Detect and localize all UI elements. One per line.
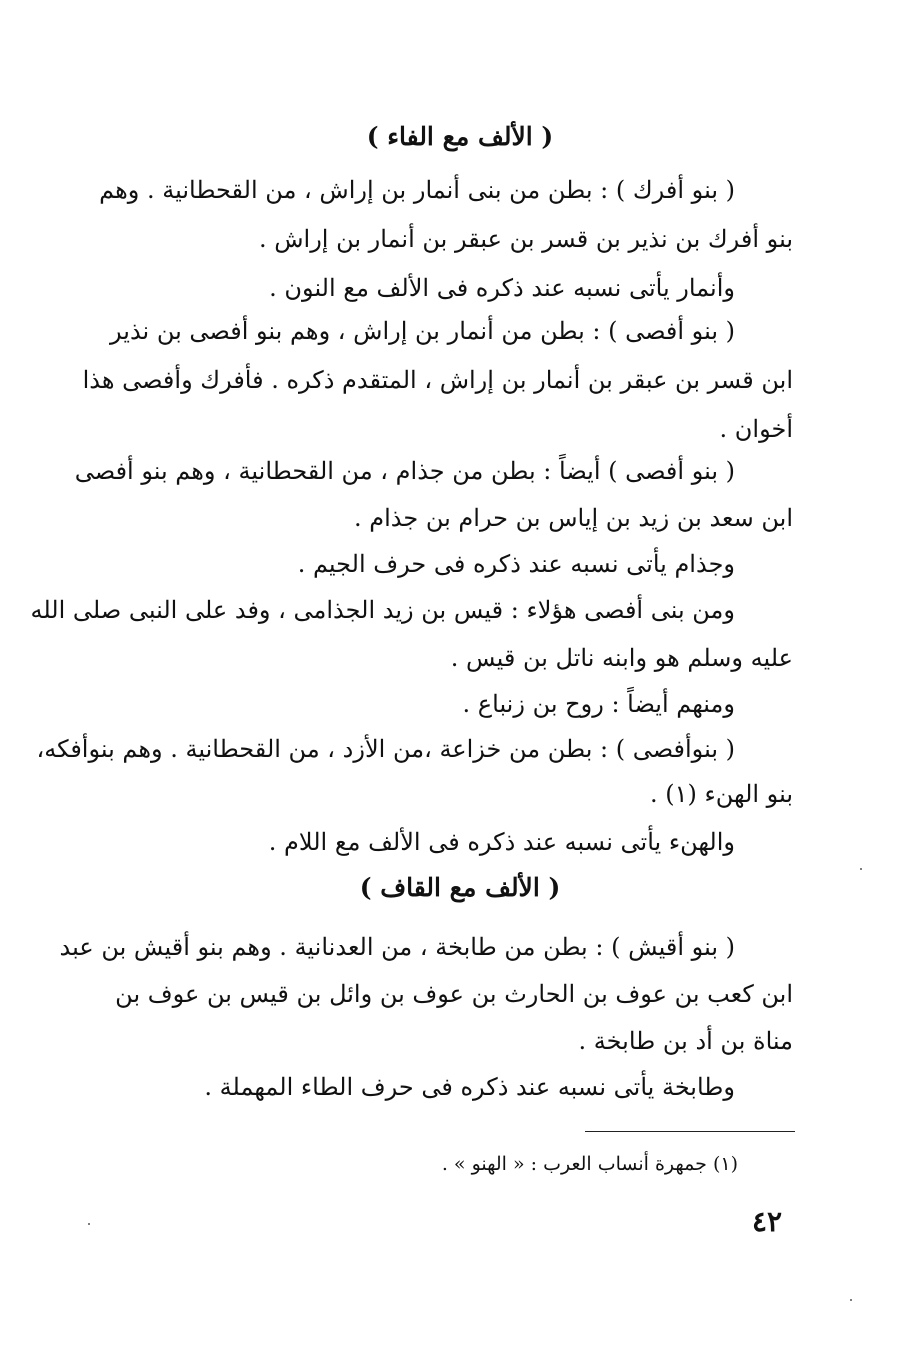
- paragraph-line: ( بنو أقيش ) : بطن من طابخة ، من العدنانية . وهم بنو أقيش بن عبد: [59, 933, 735, 961]
- paper-speck: [850, 1299, 852, 1301]
- paragraph-line: ابن كعب بن عوف بن الحارث بن عوف بن وائل بن قيس بن عوف بن: [115, 980, 793, 1008]
- paragraph-line: أخوان .: [719, 415, 793, 443]
- paragraph-line: بنو الهنء (١) .: [649, 780, 793, 808]
- paragraph-line: عليه وسلم هو وابنه ناتل بن قيس .: [450, 644, 793, 672]
- paragraph-line: ( بنو أفرك ) : بطن من بنى أنمار بن إراش ، من القحطانية . وهم: [99, 176, 735, 204]
- section-heading-alif-qaf: ( الألف مع القاف ): [359, 873, 561, 902]
- paper-speck: [860, 868, 862, 870]
- paragraph-line: ( بنو أفصى ) : بطن من أنمار بن إراش ، وهم بنو أفصى بن نذير: [110, 317, 735, 345]
- paragraph-line: والهنء يأتى نسبه عند ذكره فى الألف مع اللام .: [268, 828, 735, 856]
- page-number: ٤٢: [752, 1205, 783, 1238]
- paragraph-line: وطابخة يأتى نسبه عند ذكره فى حرف الطاء المهملة .: [204, 1073, 735, 1101]
- paragraph-line: ابن سعد بن زيد بن إياس بن حرام بن جذام .: [353, 504, 793, 532]
- footnote: (١) جمهرة أنساب العرب : « الهنو » .: [441, 1153, 738, 1175]
- paragraph-line: ( بنو أفصى ) أيضاً : بطن من جذام ، من القحطانية ، وهم بنو أفصى: [74, 457, 735, 485]
- paper-speck: [88, 1223, 90, 1225]
- paragraph-line: وأنمار يأتى نسبه عند ذكره فى الألف مع النون .: [269, 274, 735, 302]
- paragraph-line: ومنهم أيضاً : روح بن زنباع .: [462, 690, 735, 718]
- paragraph-line: ومن بنى أفصى هؤلاء : قيس بن زيد الجذامى ، وفد على النبى صلى الله: [30, 596, 735, 624]
- paragraph-line: ( بنوأفصى ) : بطن من خزاعة ،من الأزد ، من القحطانية . وهم بنوأفكه،: [36, 735, 735, 763]
- paragraph-line: وجذام يأتى نسبه عند ذكره فى حرف الجيم .: [297, 550, 735, 578]
- footnote-divider: [585, 1131, 795, 1132]
- paragraph-line: بنو أفرك بن نذير بن قسر بن عبقر بن أنمار بن إراش .: [258, 225, 793, 253]
- paragraph-line: مناة بن أد بن طابخة .: [578, 1027, 793, 1055]
- paragraph-line: ابن قسر بن عبقر بن أنمار بن إراش ، المتقدم ذكره . فأفرك وأفصى هذا: [82, 366, 793, 394]
- section-heading-alif-fa: ( الألف مع الفاء ): [366, 122, 554, 151]
